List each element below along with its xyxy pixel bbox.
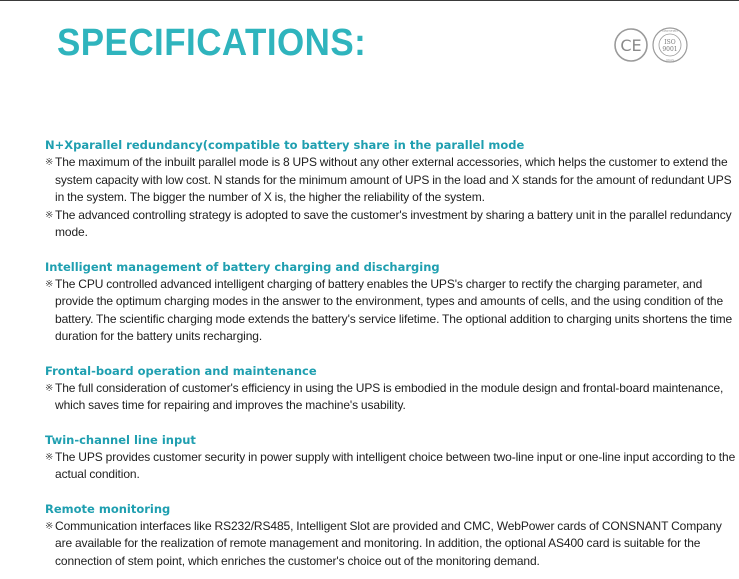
specifications-content (45, 137, 739, 570)
bullet-symbol: ※ (45, 520, 54, 532)
bullet-symbol: ※ (45, 157, 54, 168)
iso-9001-seal-icon (653, 28, 687, 62)
item-text: The advanced controlling strategy is adopted to save the customer's investment by sharing a battery unit in the parallel redundancy mode. (55, 207, 732, 239)
list-item (45, 518, 739, 571)
svg-text:CE: CE (620, 36, 642, 55)
section-heading: Twin-channel line input (45, 432, 196, 447)
bullet-symbol: ※ (45, 382, 54, 394)
list-item (45, 154, 739, 207)
item-text: The CPU controlled advanced intelligent charging of battery enables the UPS's charger to rectify the charging parameter, and provide the optimum charging modes in the answer to the environment, types and amounts of cells, and the using condition of the battery. The scientific charging mode extends the battery's service lifetime. The optional addition to charging units shortens the time duration for the battery units recharging. (55, 276, 733, 343)
section-heading: Frontal-board operation and maintenance (45, 363, 317, 378)
bullet-symbol: ※ (45, 209, 54, 221)
list-item (45, 380, 739, 415)
section-heading: Remote monitoring (45, 501, 171, 516)
svg-text:9001: 9001 (662, 46, 678, 53)
top-divider (0, 0, 739, 1)
bullet-symbol: ※ (45, 278, 54, 290)
item-text: The maximum of the inbuilt parallel mode is 8 UPS without any other external accessories, which helps the customer to extend the system capacity with low cost. N stands for the minimum amount of UPS in the load and X stands for the amount of redundant UPS in the system. The bigger the number of X is, the higher the reliability of the system. (55, 155, 732, 204)
list-item (45, 276, 739, 346)
certification-marks (612, 26, 692, 64)
svg-text:ISO: ISO (664, 39, 676, 46)
section-battery-management (45, 259, 739, 346)
section-remote-monitoring (45, 501, 739, 571)
svg-text:UKAS: UKAS (665, 58, 675, 62)
list-item (45, 449, 739, 484)
section-parallel-redundancy (45, 137, 739, 242)
section-heading: Intelligent management of battery charging and discharging (45, 259, 440, 274)
ce-mark-icon (615, 29, 647, 61)
list-item (45, 207, 739, 242)
item-text: The UPS provides customer security in power supply with intelligent choice between two-line input or one-line input according to the actual condition. (55, 449, 736, 481)
section-frontal-board (45, 363, 739, 415)
svg-text:CERTIFIED: CERTIFIED (662, 29, 678, 33)
section-twin-channel-input (45, 432, 739, 484)
item-text: The full consideration of customer's efficiency in using the UPS is embodied in the module design and frontal-board maintenance, which saves time for repairing and improves the machine's usability. (55, 380, 724, 412)
page-title: SPECIFICATIONS: (57, 22, 367, 64)
section-heading: N+Xparallel redundancy(compatible to battery share in the parallel mode (45, 138, 525, 152)
bullet-symbol: ※ (45, 451, 54, 463)
item-text: Communication interfaces like RS232/RS485, Intelligent Slot are provided and CMC, WebPower cards of CONSNANT Company are available for the realization of remote management and monitoring. In addition, the optional AS400 card is suitable for the connection of stem point, which enriches the customer's choice out of the monitoring demand. (55, 518, 722, 568)
